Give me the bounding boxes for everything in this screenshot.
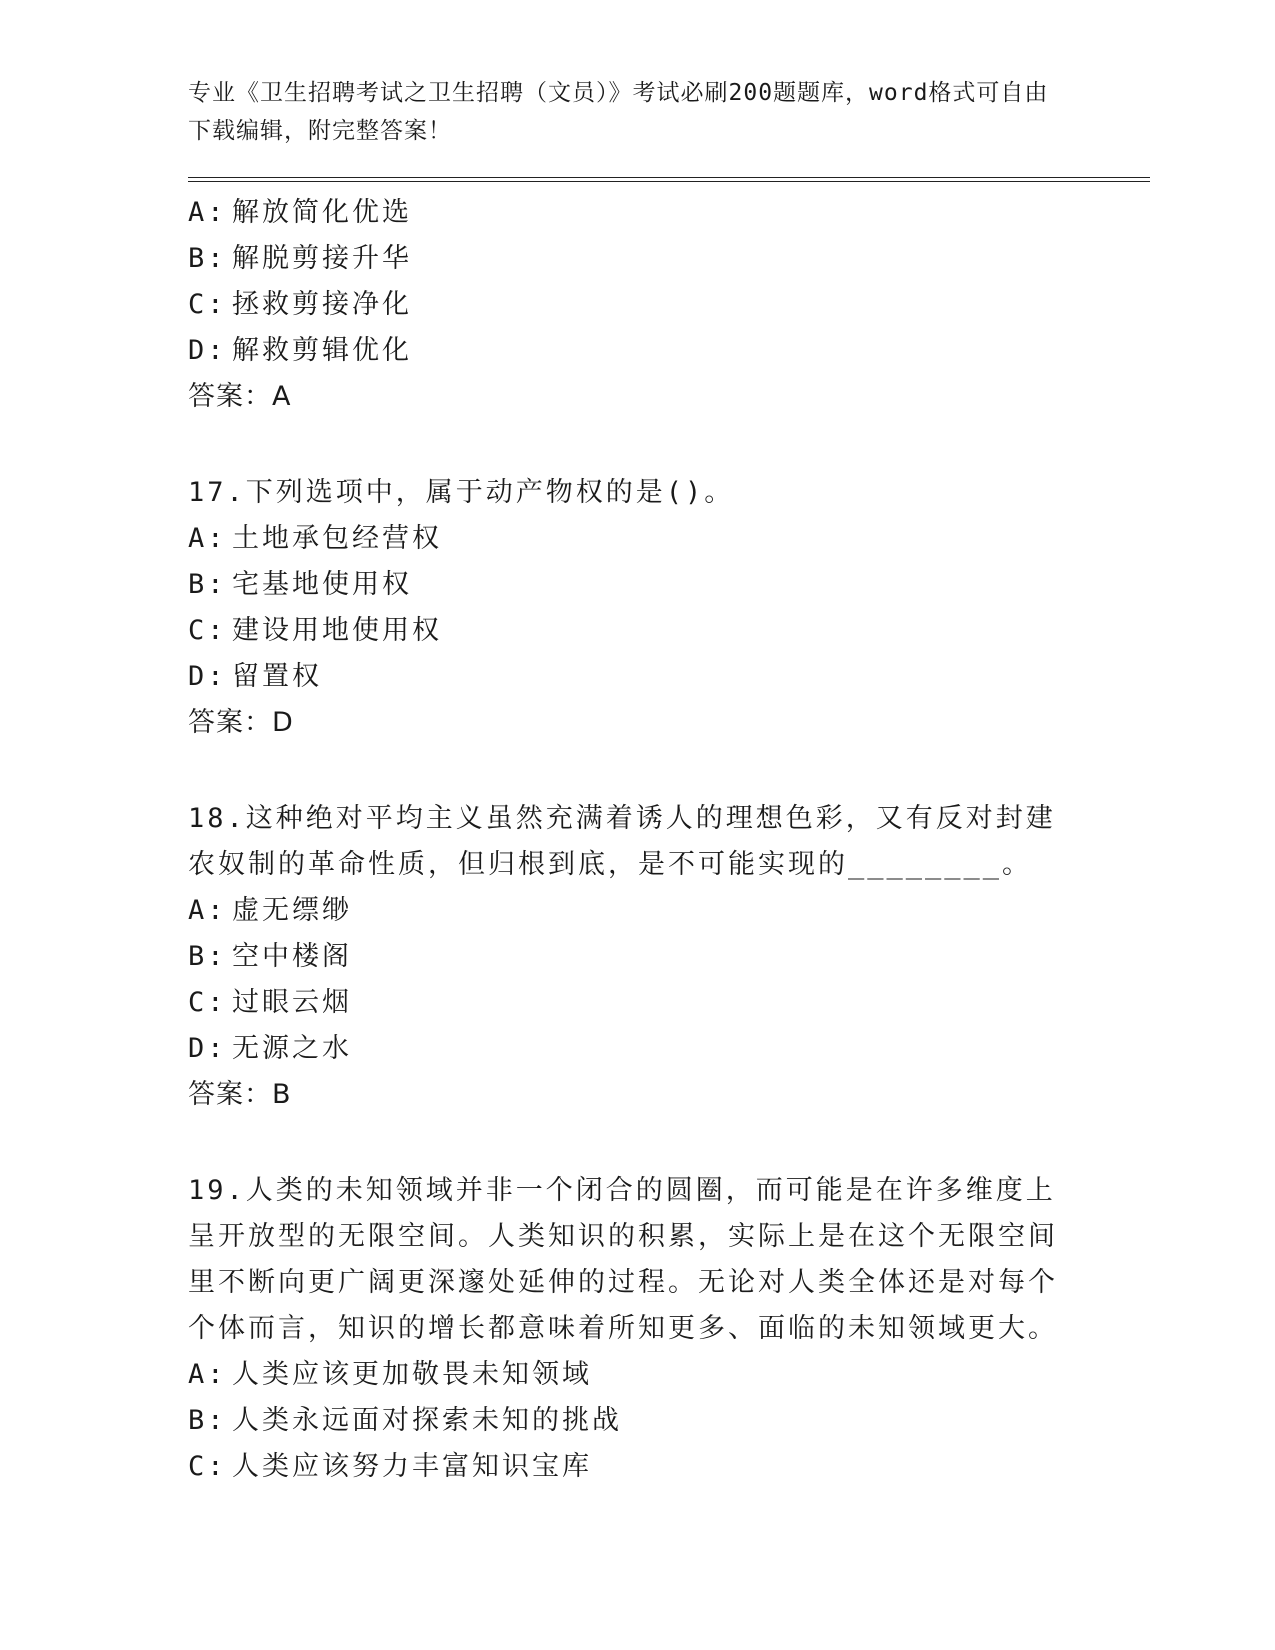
option-a: A: 虚无缥缈: [188, 895, 352, 926]
option-c: C: 过眼云烟: [188, 987, 352, 1018]
question-stem: 17.下列选项中，属于动产物权的是()。: [188, 477, 735, 508]
option-b: B: 人类永远面对探索未知的挑战: [188, 1405, 622, 1436]
question-stem: 19.人类的未知领域并非一个闭合的圆圈，而可能是在许多维度上呈开放型的无限空间。人类知识的积累，实际上是在这个无限空间里不断向更广阔更深邃处延伸的过程。无论对人类全体还是对每个个体而言，知识的增长都意味着所知更多、面临的未知领域更大。: [188, 1175, 1058, 1344]
question-17: [188, 470, 1068, 746]
option-d: D: 留置权: [188, 661, 322, 692]
question-stem: 18.这种绝对平均主义虽然充满着诱人的理想色彩，又有反对封建农奴制的革命性质，但归根到底，是不可能实现的________。: [188, 803, 1056, 880]
option-a: A: 土地承包经营权: [188, 523, 442, 554]
option-b: B: 宅基地使用权: [188, 569, 412, 600]
answer: 答案：D: [188, 707, 294, 738]
option-a: A: 人类应该更加敬畏未知领域: [188, 1359, 592, 1390]
option-d: D: 解救剪辑优化: [188, 335, 412, 366]
option-b: B: 空中楼阁: [188, 941, 352, 972]
option-c: C: 人类应该努力丰富知识宝库: [188, 1451, 592, 1482]
question-18: [188, 796, 1068, 1118]
option-c: C: 建设用地使用权: [188, 615, 442, 646]
option-b: B: 解脱剪接升华: [188, 243, 412, 274]
document-body: [188, 190, 1068, 1490]
answer: 答案：A: [188, 381, 292, 412]
header-divider: [188, 177, 1150, 182]
answer: 答案：B: [188, 1079, 292, 1110]
option-c: C: 拯救剪接净化: [188, 289, 412, 320]
document-header: 专业《卫生招聘考试之卫生招聘（文员）》考试必刷200题题库，word格式可自由下载编辑，附完整答案！: [188, 80, 1049, 144]
option-d: D: 无源之水: [188, 1033, 352, 1064]
question-16-options: [188, 190, 1068, 420]
option-a: A: 解放简化优选: [188, 197, 412, 228]
question-19: [188, 1168, 1068, 1490]
